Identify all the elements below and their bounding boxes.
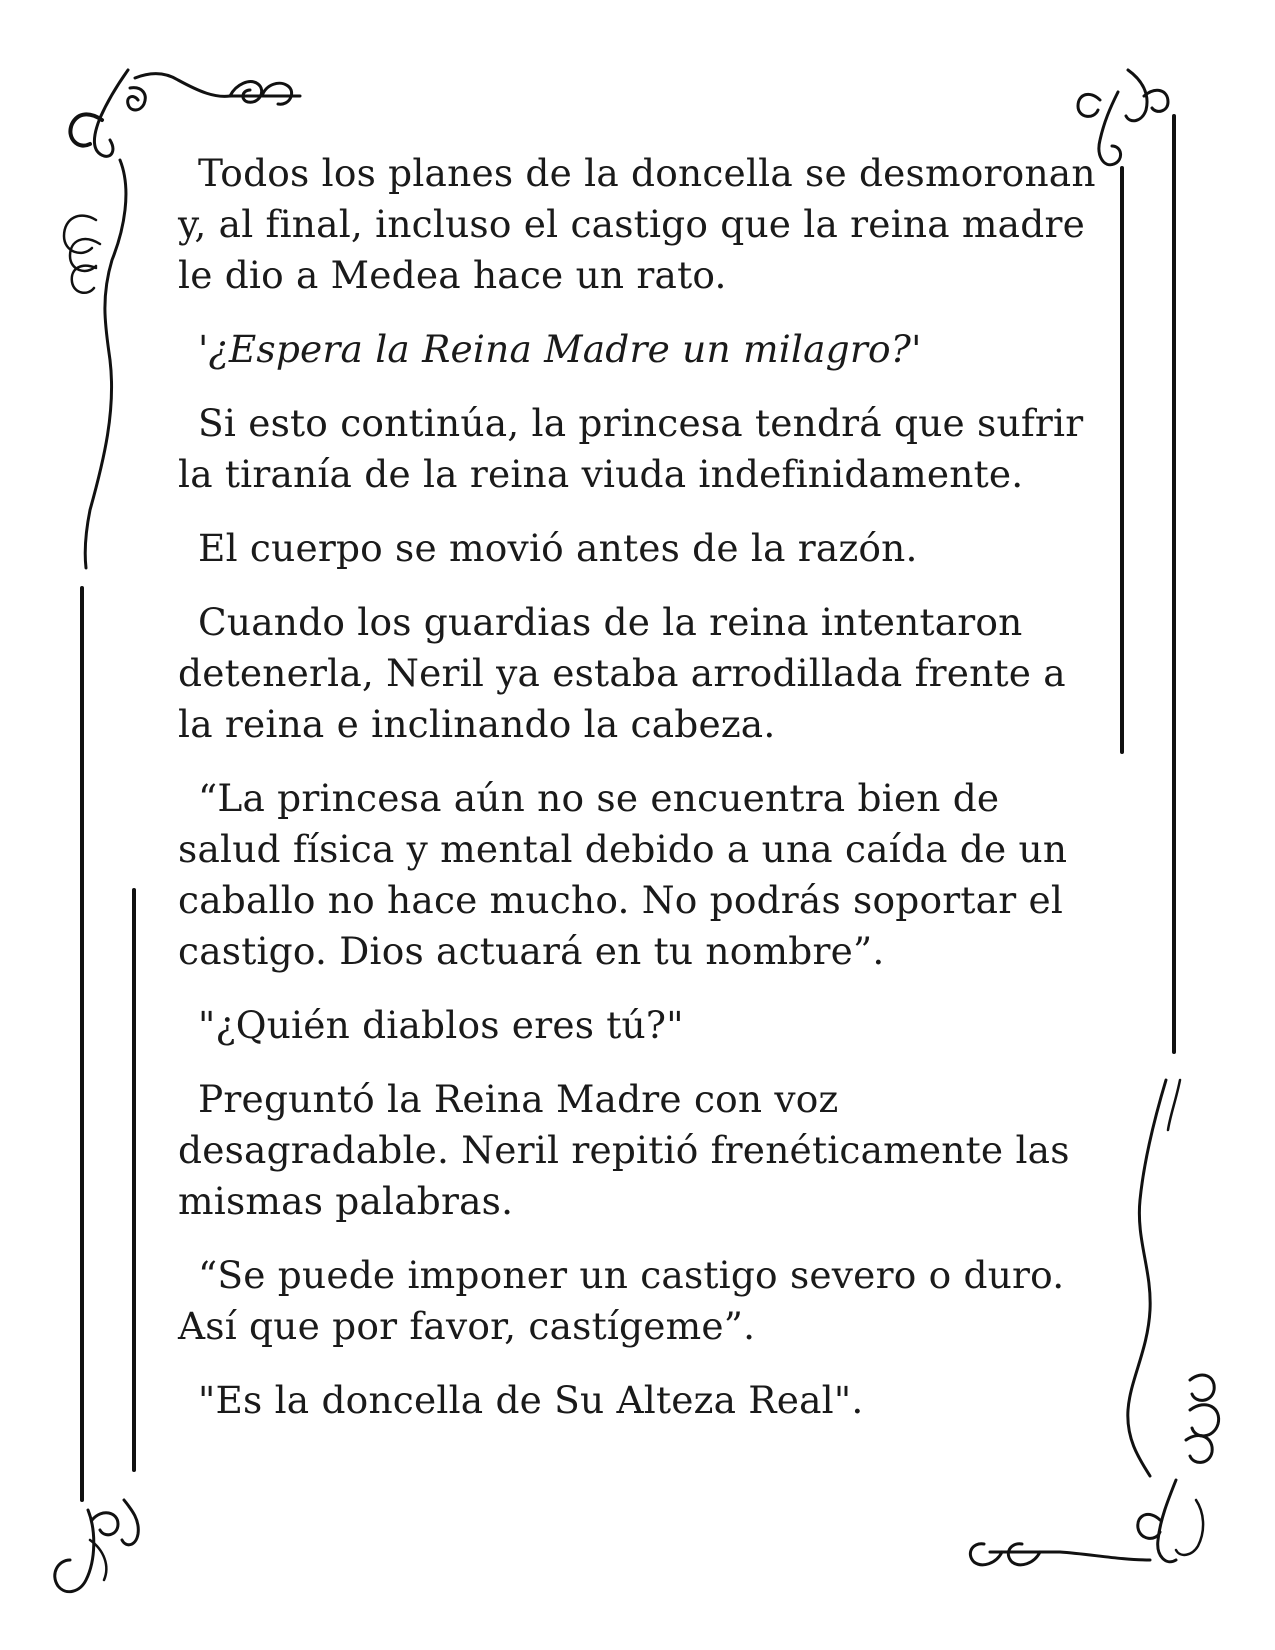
paragraph-7-dialogue [178,1000,1098,1051]
text-line: “Se puede imponer un castigo severo o duro. [198,1253,1065,1297]
text-line: detenerla, Neril ya estaba arrodillada frente a [178,651,1066,695]
text-line: caballo no hace mucho. No podrás soportar el [178,878,1064,922]
paragraph-1 [178,148,1098,301]
text-line: y, al final, incluso el castigo que la reina madre [178,202,1085,246]
text-line: "¿Quién diablos eres tú?" [198,1003,684,1047]
text-line: Preguntó la Reina Madre con voz [198,1077,839,1121]
paragraph-9-dialogue [178,1250,1098,1352]
paragraph-3 [178,398,1098,500]
text-line: Si esto continúa, la princesa tendrá que sufrir [198,401,1084,445]
paragraph-4 [178,523,1098,574]
paragraph-2-thought [178,324,1098,375]
paragraph-8 [178,1074,1098,1227]
text-line: Cuando los guardias de la reina intentaron [198,600,1023,644]
text-line: la tiranía de la reina viuda indefinidamente. [178,452,1024,496]
text-line: “La princesa aún no se encuentra bien de [198,776,1000,820]
text-line: mismas palabras. [178,1179,514,1223]
text-line: El cuerpo se movió antes de la razón. [198,526,918,570]
text-line: desagradable. Neril repitió frenéticamente las [178,1128,1070,1172]
paragraph-6-dialogue [178,773,1098,977]
text-line: Así que por favor, castígeme”. [178,1304,756,1348]
bottom-left-flourish [55,1500,139,1592]
text-line: Todos los planes de la doncella se desmoronan [198,151,1096,195]
paragraph-5 [178,597,1098,750]
text-line: salud física y mental debido a una caída de un [178,827,1068,871]
body-text [178,148,1098,1449]
text-line: castigo. Dios actuará en tu nombre”. [178,929,885,973]
paragraph-10-dialogue [178,1375,1098,1426]
text-line: la reina e inclinando la cabeza. [178,702,776,746]
text-line: "Es la doncella de Su Alteza Real". [198,1378,864,1422]
text-line: le dio a Medea hace un rato. [178,253,727,297]
text-line: '¿Espera la Reina Madre un milagro?' [198,327,922,371]
